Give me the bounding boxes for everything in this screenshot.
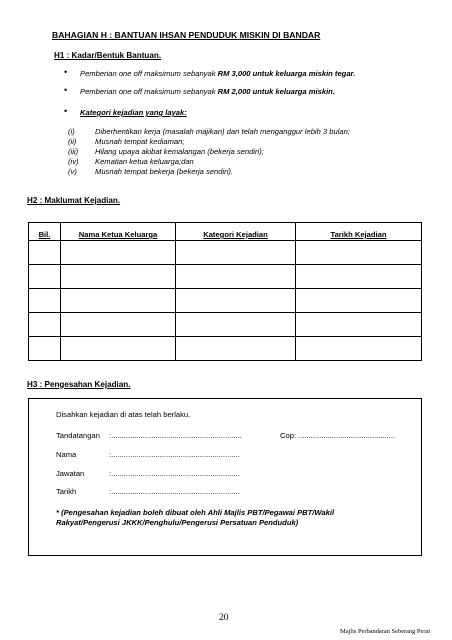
jawatan-label: Jawatan [56,469,85,478]
table-cell[interactable] [29,313,61,337]
h3-heading: H3 : Pengesahan Kejadian. [27,380,131,389]
column-header-tarikh: Tarikh Kejadian [296,223,422,241]
category-heading: Kategori kejadian yang layak: [80,108,187,117]
category-num: (i) [68,127,75,136]
tarikh-field[interactable]: :............................................................. [109,487,240,496]
cop-label: Cop: [280,431,297,440]
table-cell[interactable] [176,289,296,313]
table-row [29,265,422,289]
table-header-row [29,223,422,241]
table-cell[interactable] [296,241,422,265]
table-cell[interactable] [29,241,61,265]
nama-label: Nama [56,450,77,459]
bullet-text-1: Pemberian one off maksimum sebanyak RM 3,000 untuk keluarga miskin tegar. [80,69,356,78]
cop-field[interactable]: .............................................. [298,431,396,440]
verification-note-line-2: Rakyat/Pengerusi JKKK/Penghulu/Pengerusi Persatuan Penduduk) [56,518,299,527]
verification-intro: Disahkan kejadian di atas telah berlaku. [56,410,191,419]
table-cell[interactable] [61,337,176,361]
table-row [29,313,422,337]
h1-heading: H1 : Kadar/Bentuk Bantuan. [54,51,162,60]
table-cell[interactable] [61,289,176,313]
table-cell[interactable] [176,313,296,337]
bullet-icon: • [64,67,68,77]
column-header-nama: Nama Ketua Keluarga [61,223,176,241]
table-cell[interactable] [29,337,61,361]
table-cell[interactable] [61,265,176,289]
table-cell[interactable] [29,265,61,289]
h2-heading: H2 : Maklumat Kejadian. [27,196,121,205]
nama-field[interactable]: :............................................................. [109,450,240,459]
table-row [29,241,422,265]
table-row [29,337,422,361]
table-cell[interactable] [176,265,296,289]
category-num: (iv) [68,157,79,166]
incident-table [28,222,422,360]
table-cell[interactable] [176,241,296,265]
table-cell[interactable] [61,241,176,265]
category-text: Hilang upaya akibat kemalangan (bekerja sendiri); [95,147,264,156]
bullet-icon: • [64,85,68,95]
section-title: BAHAGIAN H : BANTUAN IHSAN PENDUDUK MISKIN DI BANDAR [52,30,321,40]
tandatangan-field[interactable]: :.............................................................. [109,431,242,440]
table-cell[interactable] [61,313,176,337]
table-cell[interactable] [176,337,296,361]
verification-note-line-1: * (Pengesahan kejadian boleh dibuat oleh Ahli Majlis PBT/Pegawai PBT/Wakil [56,508,335,517]
category-num: (v) [68,167,77,176]
page-number: 20 [219,613,229,623]
category-text: Musnah tempat kediaman; [95,137,185,146]
table-cell[interactable] [296,313,422,337]
verification-box [28,398,422,556]
category-text: Kematian ketua keluarga;dan [95,157,194,166]
table-cell[interactable] [296,289,422,313]
bullet-icon: • [64,106,68,116]
footer-text: Majlis Perbandaran Seberang Perai [340,628,430,635]
table-row [29,289,422,313]
category-num: (iii) [68,147,79,156]
category-num: (ii) [68,137,77,146]
table-cell[interactable] [296,265,422,289]
tarikh-label: Tarikh [56,487,77,496]
table-cell[interactable] [29,289,61,313]
tandatangan-label: Tandatangan [56,431,100,440]
category-text: Diberhentikan kerja (masalah majikan) dan telah menganggur lebih 3 bulan; [95,127,350,136]
jawatan-field[interactable]: :............................................................. [109,469,240,478]
column-header-kategori: Kategori Kejadian [176,223,296,241]
table-cell[interactable] [296,337,422,361]
category-text: Musnah tempat bekerja (bekerja sendiri). [95,167,234,176]
bullet-text-2: Pemberian one off maksimum sebanyak RM 2,000 untuk keluarga miskin. [80,87,335,96]
column-header-bil: Bil. [29,223,61,241]
